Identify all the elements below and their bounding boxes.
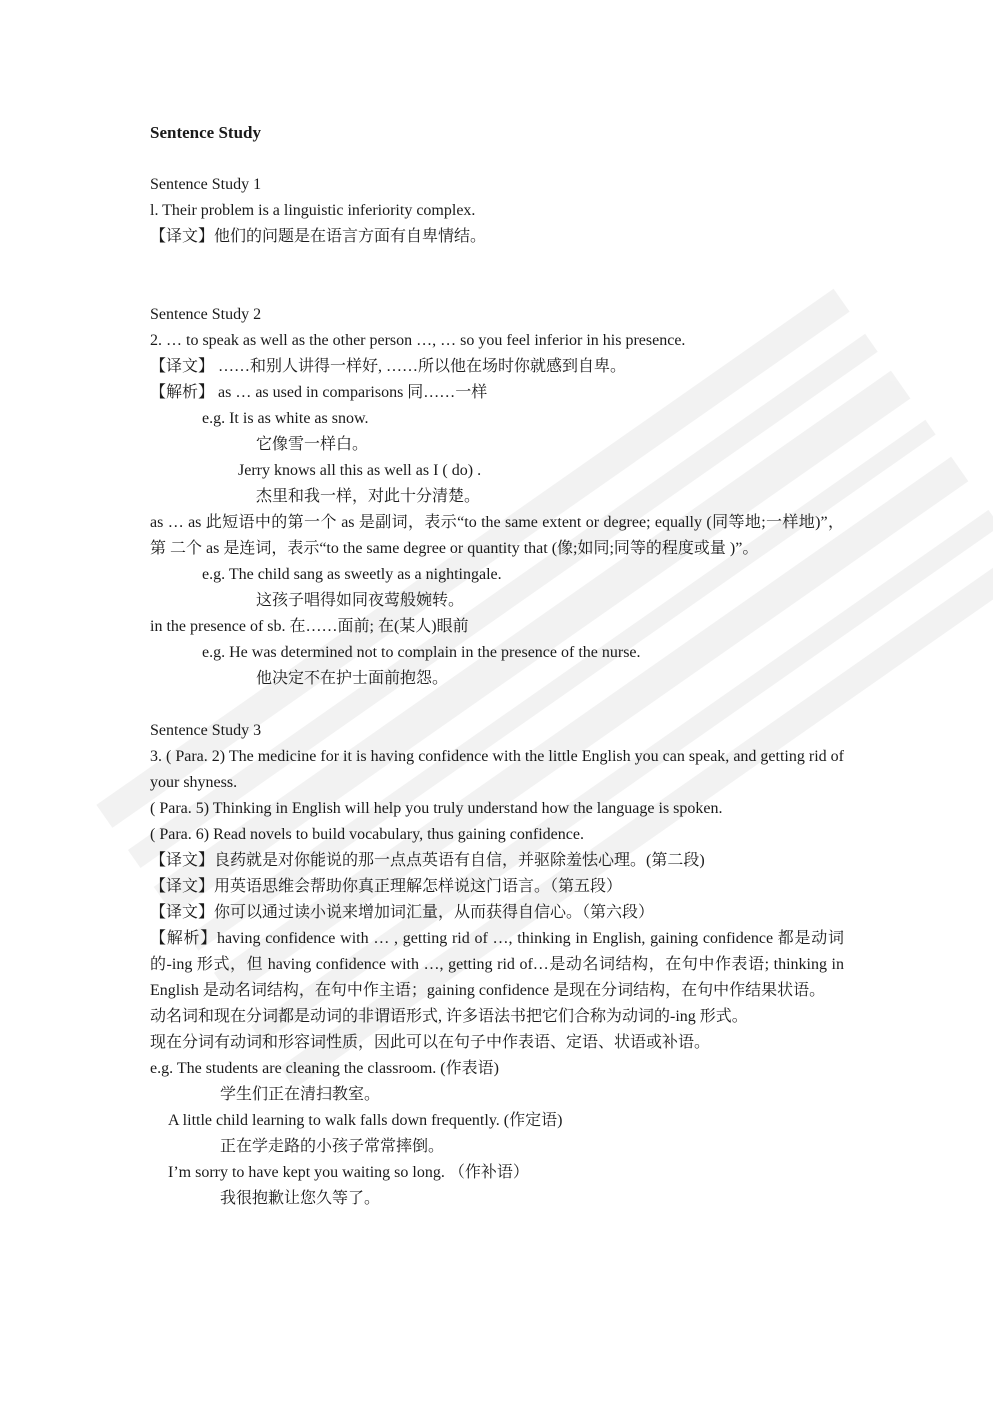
analysis-3: 【解析】having confidence with … , getting rid of …, thinking in English, gaining confidence 都是动词的-ing 形式，但 having confidence with …, getting rid of…是动名词结构，在句中作表语; thinking in English 是动名词结构，在句中作主语；gaining confidence 是现在分词结构，在句中作结果状语。 — [150, 930, 844, 999]
sentence-1: l. Their problem is a linguistic inferiority complex. — [150, 202, 476, 219]
note-line: 现在分词有动词和形容词性质，因此可以在句子中作表语、定语、状语或补语。 — [150, 1034, 711, 1051]
example-en: e.g. It is as white as snow. — [202, 410, 369, 427]
example-en: e.g. The child sang as sweetly as a nightingale. — [202, 566, 502, 583]
example-en: e.g. He was determined not to complain in the presence of the nurse. — [202, 644, 641, 661]
phrase-line: in the presence of sb. 在……面前; 在(某人)眼前 — [150, 618, 469, 635]
translation-3c: 【译文】你可以通过读小说来增加词汇量，从而获得自信心。（第六段） — [150, 904, 655, 921]
example-en: I’m sorry to have kept you waiting so long. （作补语） — [168, 1164, 529, 1181]
example-en: Jerry knows all this as well as I ( do) . — [238, 462, 482, 479]
document-content — [150, 120, 844, 1212]
translation-2: 【译文】 ……和别人讲得一样好, ……所以他在场时你就感到自卑。 — [150, 358, 627, 375]
example-en: e.g. The students are cleaning the classroom. (作表语) — [150, 1060, 499, 1077]
note-line: 动名词和现在分词都是动词的非谓语形式, 许多语法书把它们合称为动词的-ing 形式。 — [150, 1008, 748, 1025]
page-title: Sentence Study — [150, 123, 261, 142]
para5-sentence: ( Para. 5) Thinking in English will help you truly understand how the language is spoken. — [150, 800, 723, 817]
example-zh: 这孩子唱得如同夜莺般婉转。 — [256, 592, 465, 609]
example-zh: 我很抱歉让您久等了。 — [220, 1190, 381, 1207]
para6-sentence: ( Para. 6) Read novels to build vocabulary, thus gaining confidence. — [150, 826, 584, 843]
example-zh: 学生们正在清扫教室。 — [220, 1086, 381, 1103]
section-title-2: Sentence Study 2 — [150, 306, 262, 323]
translation-3a: 【译文】良药就是对你能说的那一点点英语有自信，并驱除羞怯心理。(第二段) — [150, 852, 705, 869]
example-en: A little child learning to walk falls down frequently. (作定语) — [168, 1112, 563, 1129]
section-title-1: Sentence Study 1 — [150, 176, 262, 193]
translation-3b: 【译文】用英语思维会帮助你真正理解怎样说这门语言。（第五段） — [150, 878, 623, 895]
translation-1: 【译文】他们的问题是在语言方面有自卑情结。 — [150, 228, 487, 245]
note-paragraph: as … as 此短语中的第一个 as 是副词，表示“to the same extent or degree; equally (同等地;一样地)”，第 二个 as 是连词，表示“to the same degree or quantity that (像;如同;同等的程度或量 )”。 — [150, 514, 844, 557]
example-zh: 它像雪一样白。 — [256, 436, 369, 453]
analysis-2: 【解析】 as … as used in comparisons 同……一样 — [150, 384, 488, 401]
example-zh: 杰里和我一样，对此十分清楚。 — [256, 488, 481, 505]
example-zh: 他决定不在护士面前抱怨。 — [256, 670, 449, 687]
sentence-3: 3. ( Para. 2) The medicine for it is having confidence with the little English you can speak, and getting rid of your shyness. — [150, 748, 844, 791]
section-title-3: Sentence Study 3 — [150, 722, 262, 739]
example-zh: 正在学走路的小孩子常常摔倒。 — [220, 1138, 445, 1155]
sentence-2: 2. … to speak as well as the other person …, … so you feel inferior in his presence. — [150, 332, 686, 349]
